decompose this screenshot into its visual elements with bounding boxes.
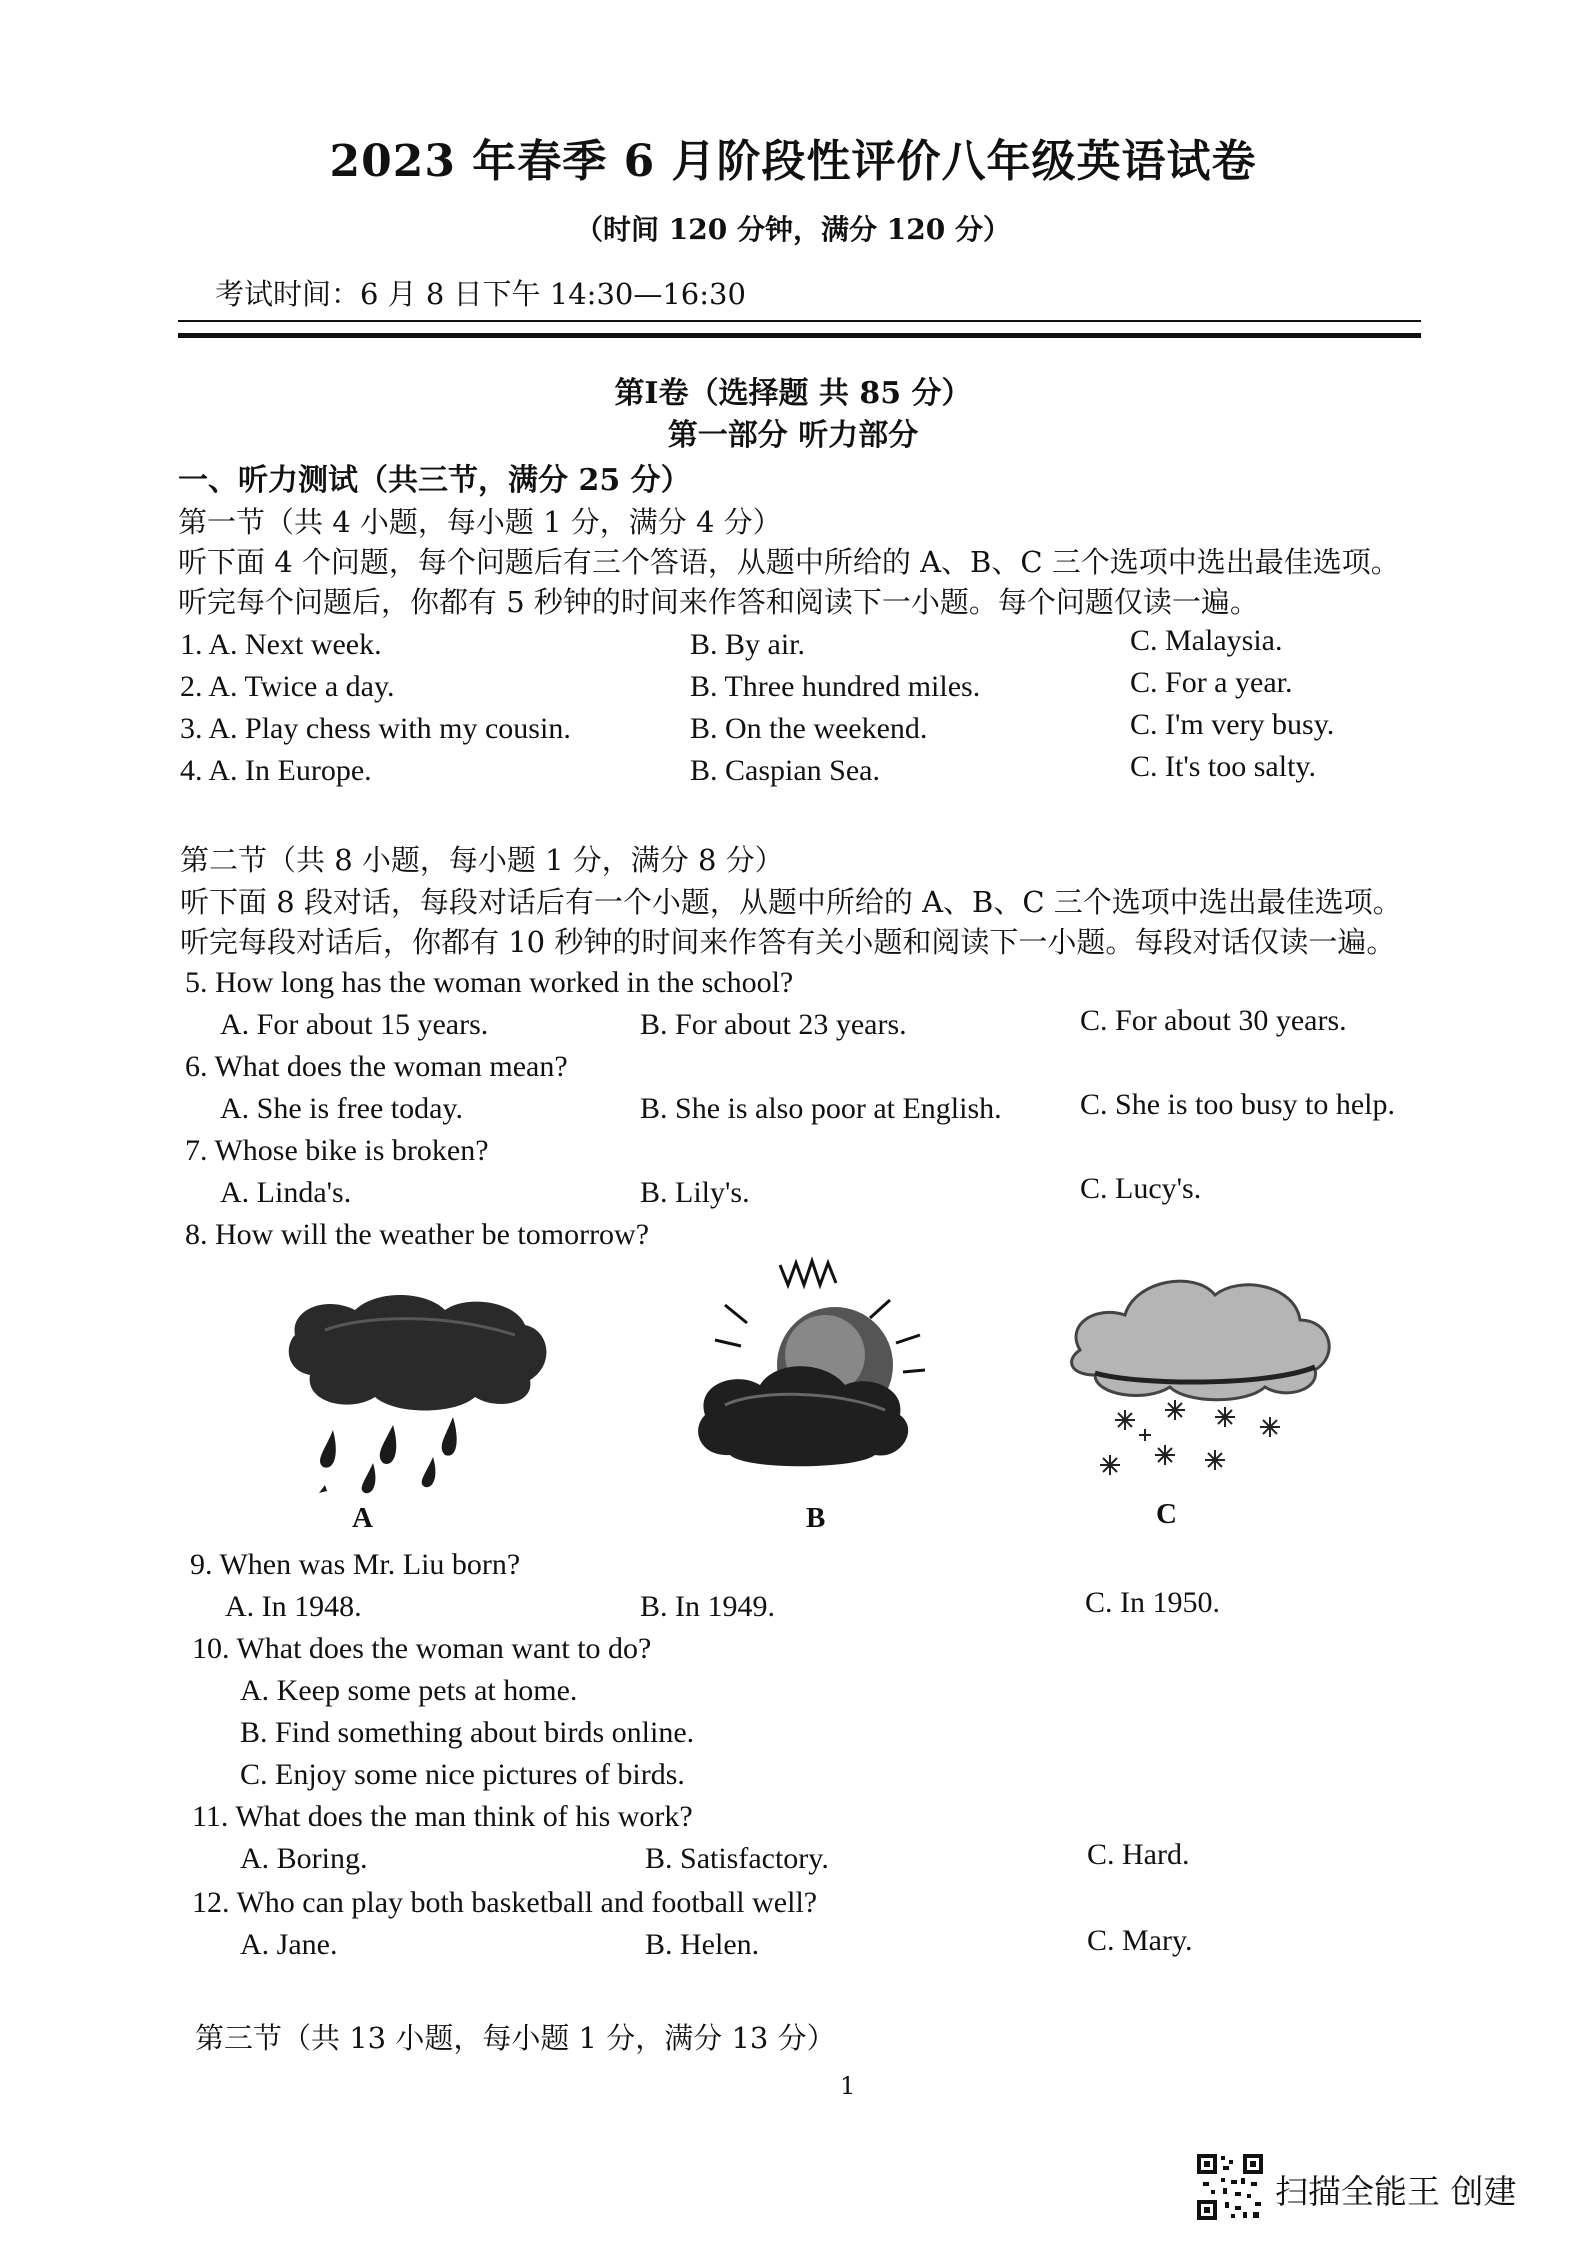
snow-cloud-icon: [1065, 1255, 1345, 1495]
qr-code-icon: [1195, 2152, 1265, 2222]
page-number: 1: [840, 2072, 856, 2100]
header-rule-thin: [178, 320, 1421, 322]
q4-option-b: B. Caspian Sea.: [690, 754, 880, 787]
q5-option-a: A. For about 15 years.: [220, 1008, 489, 1041]
q3-option-a: 3. A. Play chess with my cousin.: [180, 712, 571, 745]
section3-heading: 第三节（共 13 小题，每小题 1 分，满分 13 分）: [195, 2021, 836, 2055]
q11-option-a: A. Boring.: [240, 1842, 368, 1875]
q10-option-b: B. Find something about birds online.: [240, 1716, 695, 1749]
sun-behind-cloud-icon: [685, 1245, 955, 1480]
q2-option-c: C. For a year.: [1130, 666, 1293, 699]
q1-option-a: 1. A. Next week.: [180, 628, 382, 661]
q10-option-c: C. Enjoy some nice pictures of birds.: [240, 1758, 685, 1791]
q4-option-a: 4. A. In Europe.: [180, 754, 372, 787]
section1-instruction-1: 听下面 4 个问题，每个问题后有三个答语，从题中所给的 A、B、C 三个选项中选出最佳选项。: [178, 545, 1400, 579]
q9-option-a: A. In 1948.: [225, 1590, 362, 1623]
section2-instruction-1: 听下面 8 段对话，每段对话后有一个小题，从题中所给的 A、B、C 三个选项中选出最佳选项。: [180, 885, 1402, 919]
q6-option-b: B. She is also poor at English.: [640, 1092, 1002, 1125]
q6-option-a: A. She is free today.: [220, 1092, 463, 1125]
scanner-watermark: 扫描全能王 创建: [1275, 2172, 1517, 2211]
exam-subtitle: （时间 120 分钟，满分 120 分）: [575, 213, 1011, 246]
q2-option-a: 2. A. Twice a day.: [180, 670, 395, 703]
q1-option-b: B. By air.: [690, 628, 806, 661]
q2-option-b: B. Three hundred miles.: [690, 670, 981, 703]
q5-option-c: C. For about 30 years.: [1080, 1004, 1347, 1037]
q10-option-a: A. Keep some pets at home.: [240, 1674, 578, 1707]
q7-question: 7. Whose bike is broken?: [185, 1134, 489, 1167]
q11-question: 11. What does the man think of his work?: [192, 1800, 693, 1833]
q6-option-c: C. She is too busy to help.: [1080, 1088, 1396, 1121]
q8-picture-b-label: B: [806, 1502, 826, 1534]
header-rule-thick: [178, 333, 1421, 338]
section1-instruction-2: 听完每个问题后，你都有 5 秒钟的时间来作答和阅读下一小题。每个问题仅读一遍。: [178, 585, 1259, 619]
q5-question: 5. How long has the woman worked in the school?: [185, 966, 794, 999]
q5-option-b: B. For about 23 years.: [640, 1008, 907, 1041]
q4-option-c: C. It's too salty.: [1130, 750, 1316, 783]
q6-question: 6. What does the woman mean?: [185, 1050, 568, 1083]
q12-question: 12. Who can play both basketball and football well?: [192, 1886, 818, 1919]
rain-cloud-icon: [285, 1285, 565, 1495]
q10-question: 10. What does the woman want to do?: [192, 1632, 652, 1665]
q7-option-a: A. Linda's.: [220, 1176, 352, 1209]
q8-picture-c-label: C: [1156, 1498, 1177, 1530]
q9-question: 9. When was Mr. Liu born?: [190, 1548, 521, 1581]
section1-heading: 第一节（共 4 小题，每小题 1 分，满分 4 分）: [178, 505, 782, 539]
q12-option-c: C. Mary.: [1087, 1924, 1193, 1957]
volume-title: 第Ⅰ卷（选择题 共 85 分）: [614, 376, 972, 411]
q8-picture-a-label: A: [352, 1502, 373, 1534]
q12-option-b: B. Helen.: [645, 1928, 760, 1961]
q1-option-c: C. Malaysia.: [1130, 624, 1283, 657]
q8-question: 8. How will the weather be tomorrow?: [185, 1218, 650, 1251]
exam-time: 考试时间：6 月 8 日下午 14:30—16:30: [215, 277, 746, 311]
q3-option-c: C. I'm very busy.: [1130, 708, 1335, 741]
q9-option-b: B. In 1949.: [640, 1590, 775, 1623]
section-heading: 一、听力测试（共三节，满分 25 分）: [178, 463, 691, 498]
q9-option-c: C. In 1950.: [1085, 1586, 1220, 1619]
q7-option-b: B. Lily's.: [640, 1176, 750, 1209]
part-title: 第一部分 听力部分: [667, 418, 919, 453]
section2-heading: 第二节（共 8 小题，每小题 1 分，满分 8 分）: [180, 843, 784, 877]
exam-title: 2023 年春季 6 月阶段性评价八年级英语试卷: [329, 136, 1257, 187]
q3-option-b: B. On the weekend.: [690, 712, 928, 745]
q11-option-b: B. Satisfactory.: [645, 1842, 829, 1875]
q7-option-c: C. Lucy's.: [1080, 1172, 1202, 1205]
q11-option-c: C. Hard.: [1087, 1838, 1190, 1871]
section2-instruction-2: 听完每段对话后，你都有 10 秒钟的时间来作答有关小题和阅读下一小题。每段对话仅读一遍。: [180, 925, 1396, 959]
q12-option-a: A. Jane.: [240, 1928, 338, 1961]
